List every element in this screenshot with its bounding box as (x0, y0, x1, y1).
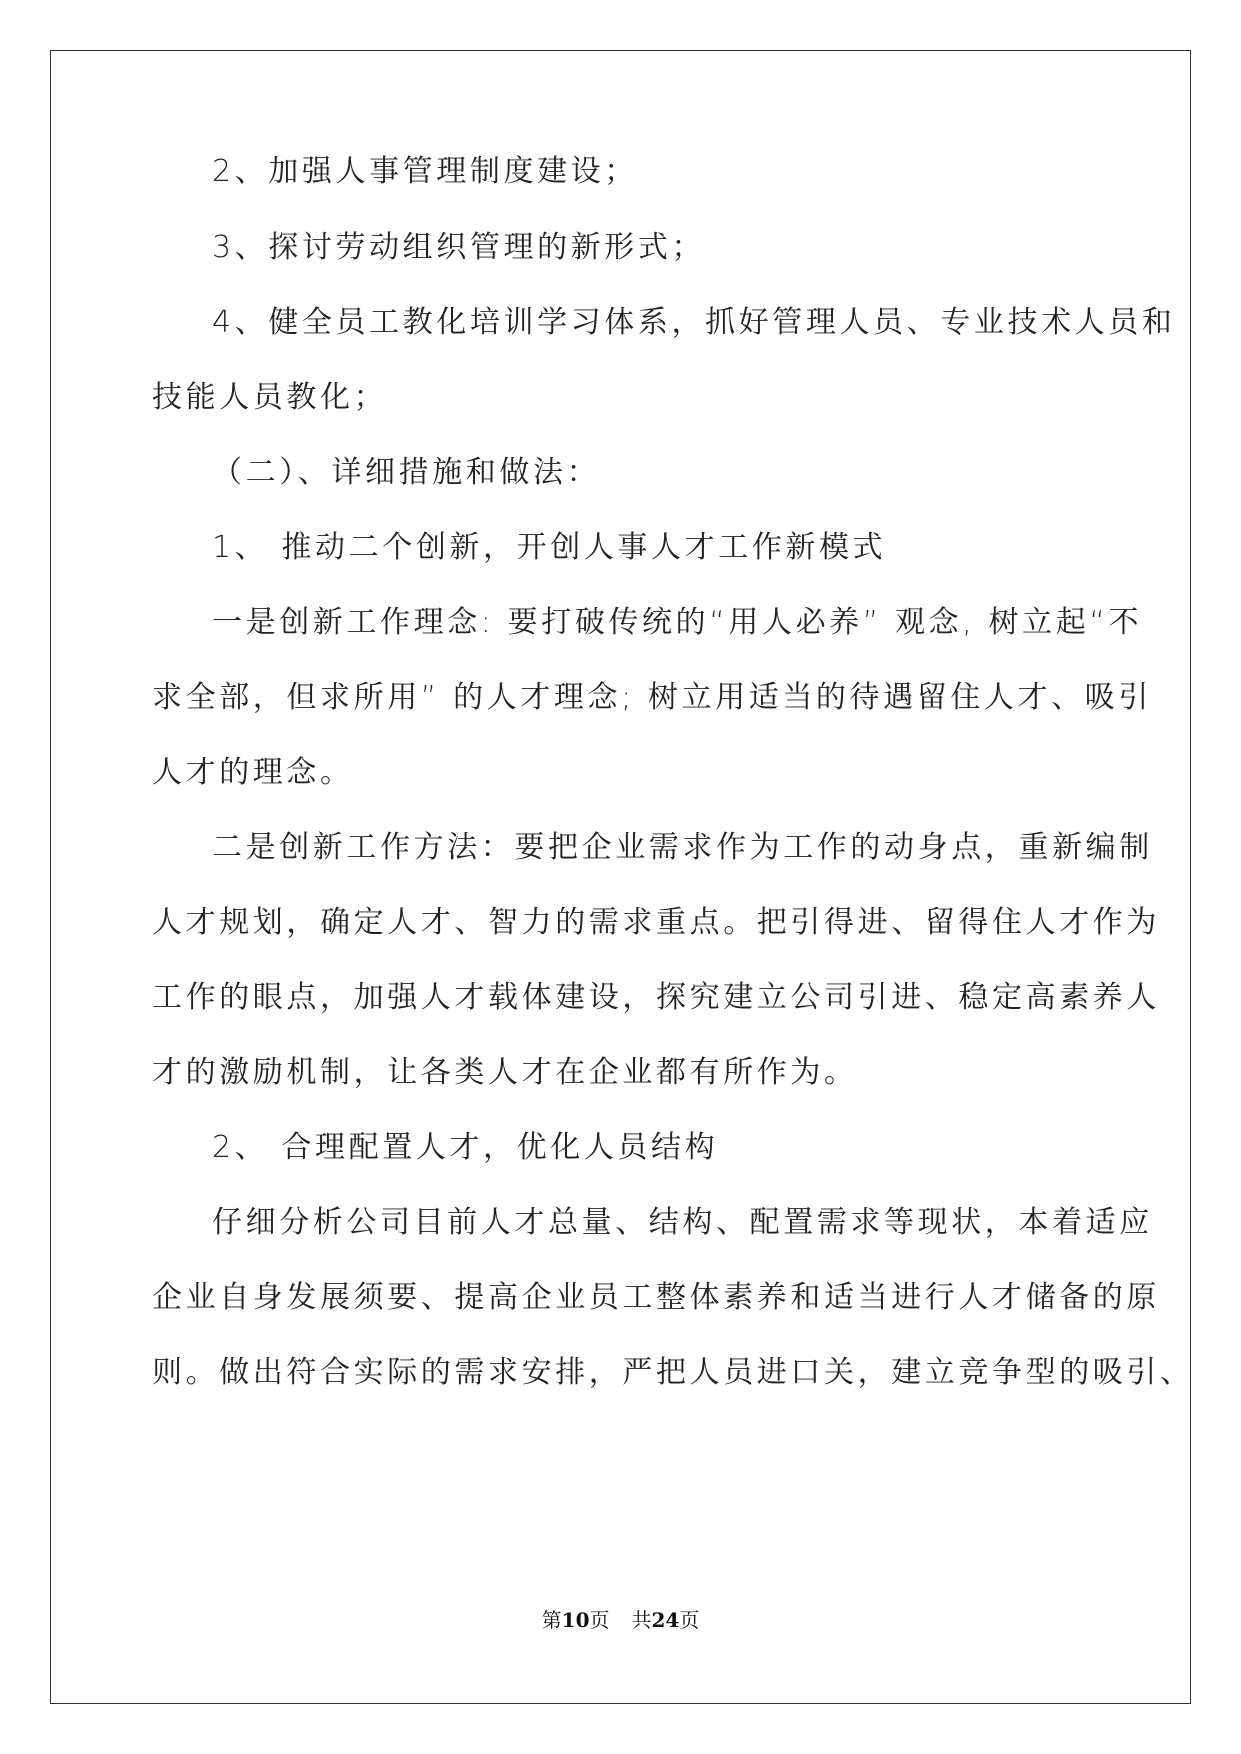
paragraph-line: 才的激励机制，让各类人才在企业都有所作为。 (152, 1055, 858, 1090)
paragraph-line: 则。做出符合实际的需求安排，严把人员进口关，建立竞争型的吸引、 (152, 1355, 1194, 1390)
paragraph-line: 仔细分析公司目前人才总量、结构、配置需求等现状，本着适应 (212, 1205, 1153, 1240)
paragraph-line: 求全部，但求所用” 的人才理念; 树立用适当的待遇留住人才、吸引 (152, 680, 1152, 715)
paragraph-line: 技能人员教化； (152, 380, 388, 415)
page-border (50, 50, 1191, 1704)
paragraph-line: 人才规划，确定人才、智力的需求重点。把引得进、留得住人才作为 (152, 905, 1160, 940)
total-suffix: 页 (679, 1608, 700, 1632)
total-page-number: 24 (651, 1608, 680, 1632)
total-prefix: 共 (631, 1608, 652, 1632)
subsection-heading: 1、 推动二个创新，开创人事人才工作新模式 (212, 530, 887, 565)
paragraph-line: 工作的眼点，加强人才载体建设，探究建立公司引进、稳定高素养人 (152, 980, 1160, 1015)
paragraph-line: 一是创新工作理念: 要打破传统的“用人必养” 观念, 树立起“不 (212, 605, 1143, 640)
paragraph-line: 企业自身发展须要、提高企业员工整体素养和适当进行人才储备的原 (152, 1280, 1160, 1315)
paragraph-line: 3、探讨劳动组织管理的新形式； (212, 230, 706, 265)
page-prefix: 第 (541, 1608, 562, 1632)
page-footer (0, 1608, 1241, 1632)
current-page-number: 10 (561, 1608, 590, 1632)
paragraph-line: 2、加强人事管理制度建设； (212, 154, 638, 189)
page-suffix: 页 (589, 1608, 610, 1632)
subsection-heading: 2、 合理配置人才，优化人员结构 (212, 1130, 719, 1165)
section-heading: （二）、详细措施和做法： (212, 455, 601, 490)
paragraph-line: 二是创新工作方法：要把企业需求作为工作的动身点，重新编制 (212, 830, 1153, 865)
paragraph-line: 人才的理念。 (152, 755, 354, 790)
paragraph-line: 4、健全员工教化培训学习体系，抓好管理人员、专业技术人员和 (212, 305, 1176, 340)
